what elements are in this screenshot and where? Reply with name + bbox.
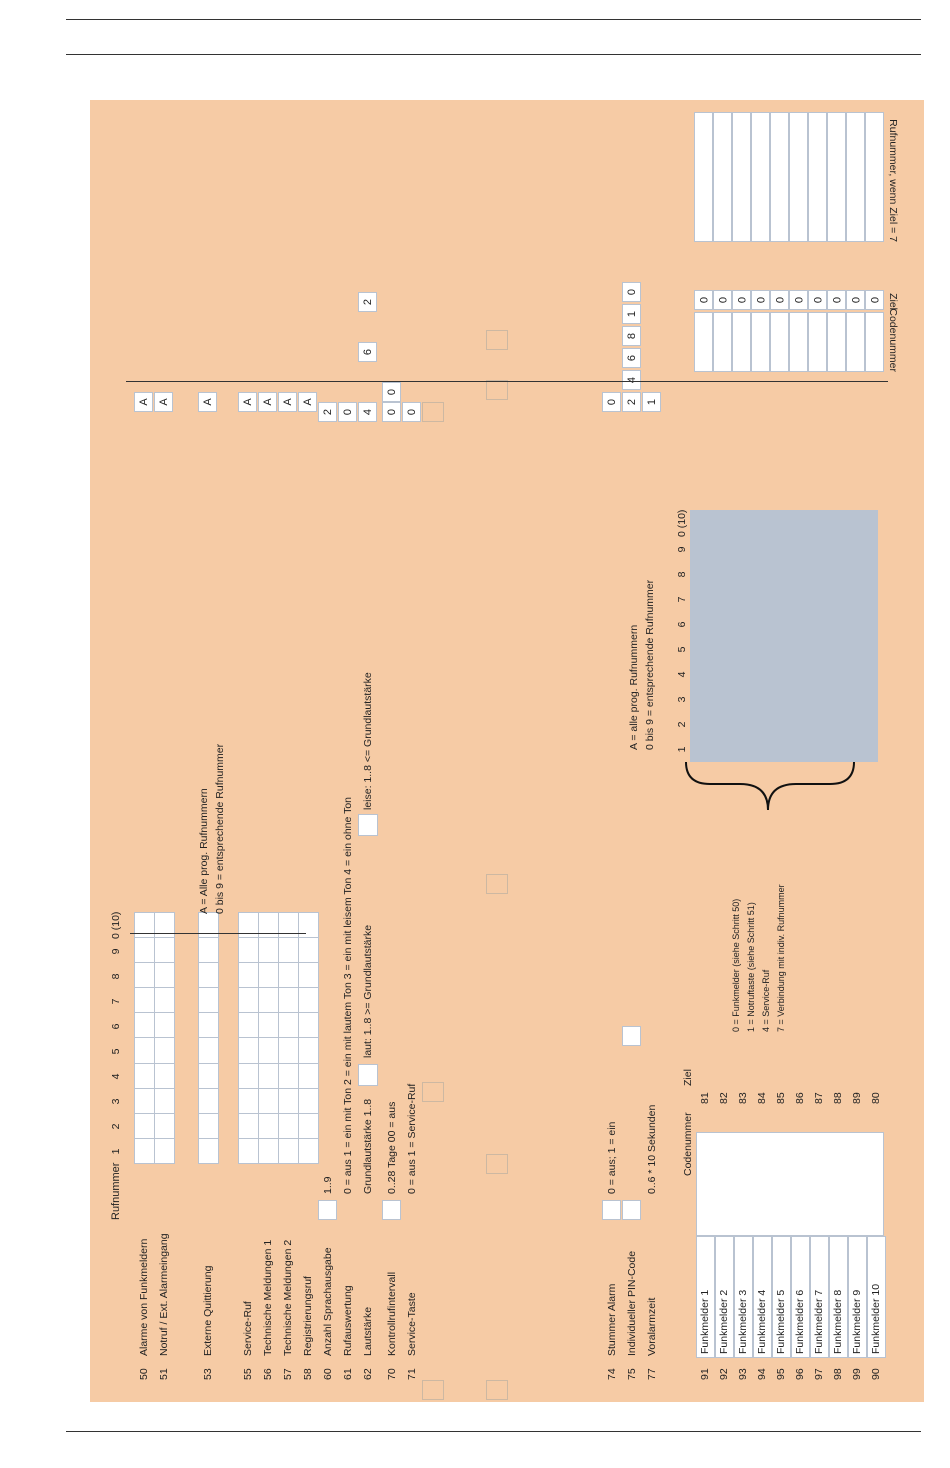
right-ziel-value-4[interactable]: 0 (751, 290, 770, 310)
legend-bottom-a: A = alle prog. Rufnummern (628, 624, 640, 750)
right-ruf-row-7[interactable] (808, 112, 827, 242)
grid-cell[interactable] (299, 1013, 318, 1037)
grid-cell[interactable] (135, 1089, 154, 1113)
right-ziel-value-1[interactable]: 0 (694, 290, 713, 310)
label-75: Individueller PIN-Code (626, 1250, 638, 1356)
num-71: 71 (406, 1368, 418, 1380)
column-number-9: 9 (110, 948, 122, 955)
right-ruf-row-1[interactable] (694, 112, 713, 242)
pin-digit-4[interactable]: 8 (622, 326, 641, 346)
row-grid-57 (278, 912, 299, 1164)
grid-cell[interactable] (279, 988, 298, 1012)
label-70: Kontrollrufintervall (386, 1271, 398, 1356)
grid-cell[interactable] (155, 1089, 174, 1113)
grid-cell[interactable] (239, 988, 258, 1012)
funk-ziel-94: 84 (756, 1092, 768, 1104)
desc-61: 0 = aus 1 = ein mit Ton 2 = ein mit lautem Ton 3 = ein mit leisem Ton 4 = ein ohne Ton (342, 796, 354, 1194)
desc-62: Grundlautstärke 1..8 (362, 1098, 374, 1194)
value-74[interactable]: 0 (602, 392, 621, 412)
pin-digit-2[interactable]: 4 (622, 370, 641, 390)
value-61[interactable]: 0 (338, 402, 357, 422)
right-code-row-10[interactable] (865, 312, 884, 372)
grid-cell[interactable] (239, 938, 258, 962)
desc-60: 1..9 (322, 1176, 334, 1194)
grid-cell[interactable] (199, 1139, 218, 1163)
funk-ziel-91: 81 (699, 1092, 711, 1104)
column-number-bottom-3: 3 (676, 696, 688, 703)
ghost-box (422, 402, 444, 422)
column-number-6: 6 (110, 1023, 122, 1030)
bottom-rule (66, 1431, 921, 1432)
value-62-a[interactable]: 4 (358, 402, 377, 422)
ghost-box (486, 874, 508, 894)
funk-label-95: Funkmelder 5 (775, 1289, 787, 1354)
pin-digit-5[interactable]: 1 (622, 304, 641, 324)
right-ruf-row-10[interactable] (865, 112, 884, 242)
column-number-bottom-8: 8 (676, 571, 688, 578)
funk-number-98: 98 (832, 1368, 844, 1380)
funk-number-97: 97 (813, 1368, 825, 1380)
grid-cell[interactable] (135, 963, 154, 987)
label-62: Lautstärke (362, 1306, 374, 1356)
funk-number-95: 95 (775, 1368, 787, 1380)
row-number-51: 51 (158, 1368, 170, 1380)
row-number-55: 55 (242, 1368, 254, 1380)
grid-cell[interactable] (259, 1064, 278, 1088)
value-71[interactable]: 0 (402, 402, 421, 422)
column-number-bottom-7: 7 (676, 596, 688, 603)
label-71: Service-Taste (406, 1292, 418, 1356)
num-77: 77 (646, 1368, 658, 1380)
label-60: Anzahl Sprachausgabe (322, 1247, 334, 1356)
grid-cell[interactable] (239, 963, 258, 987)
row-number-53: 53 (202, 1368, 214, 1380)
grid-cell[interactable] (299, 988, 318, 1012)
right-code-row-8[interactable] (827, 312, 846, 372)
right-code-row-9[interactable] (846, 312, 865, 372)
right-ruf-row-3[interactable] (732, 112, 751, 242)
grid-cell[interactable] (259, 938, 278, 962)
row-value-50[interactable]: A (134, 392, 153, 412)
desc-74: 0 = aus; 1 = ein (606, 1121, 618, 1194)
grid-cell[interactable] (135, 1139, 154, 1163)
funk-label-93: Funkmelder 3 (737, 1289, 749, 1354)
desc-71: 0 = aus 1 = Service-Ruf (406, 1083, 418, 1194)
grid-cell[interactable] (259, 1039, 278, 1063)
right-codenummer-label: Codenummer (887, 308, 899, 372)
desc-62-laut: laut: 1..8 >= Grundlautstärke (362, 924, 374, 1058)
ghost-box (486, 330, 508, 350)
num-60: 60 (322, 1368, 334, 1380)
desc-70: 0..28 Tage 00 = aus (386, 1101, 398, 1194)
column-number-bottom-2: 2 (676, 721, 688, 728)
grid-cell[interactable] (279, 1114, 298, 1138)
right-code-row-1[interactable] (694, 312, 713, 372)
rotated-form (90, 100, 924, 1402)
field-74-box (602, 1200, 621, 1220)
column-number-bottom-4: 4 (676, 671, 688, 678)
grid-cell[interactable] (259, 963, 278, 987)
top-rule-1 (66, 19, 921, 20)
right-ruf-row-8[interactable] (827, 112, 846, 242)
grid-cell[interactable] (259, 1139, 278, 1163)
row-value-55[interactable]: A (238, 392, 257, 412)
right-code-row-3[interactable] (732, 312, 751, 372)
value-77[interactable]: 1 (642, 392, 661, 412)
grid-cell[interactable] (155, 988, 174, 1012)
legend-b: 0 bis 9 = entsprechende Rufnummer (214, 743, 226, 914)
row-grid-51 (154, 912, 175, 1164)
grid-cell[interactable] (239, 1064, 258, 1088)
column-number-7: 7 (110, 998, 122, 1005)
ghost-box (486, 380, 508, 400)
num-70: 70 (386, 1368, 398, 1380)
grid-cell[interactable] (279, 1064, 298, 1088)
pin-digit-6[interactable]: 0 (622, 282, 641, 302)
grid-cell[interactable] (279, 938, 298, 962)
section-divider (126, 381, 888, 382)
row-value-57[interactable]: A (278, 392, 297, 412)
grid-cell[interactable] (259, 1013, 278, 1037)
funk-label-91: Funkmelder 1 (699, 1289, 711, 1354)
num-61: 61 (342, 1368, 354, 1380)
codenummer-header: Codenummer (682, 1112, 694, 1176)
right-ruf-row-6[interactable] (789, 112, 808, 242)
funk-rufnummer-grid (690, 510, 878, 762)
legend-divider (130, 933, 306, 934)
desc-77: 0..6 * 10 Sekunden (646, 1104, 658, 1194)
right-code-row-4[interactable] (751, 312, 770, 372)
grid-cell[interactable] (135, 1114, 154, 1138)
ziel-legend-item-1: 0 = Funkmelder (siehe Schritt 50) (731, 898, 741, 1032)
column-number-4: 4 (110, 1073, 122, 1080)
right-ziel-value-9[interactable]: 0 (846, 290, 865, 310)
right-ziel-value-10[interactable]: 0 (865, 290, 884, 310)
ziel-legend-item-4: 7 = Verbindung mit indiv. Rufnummer (776, 884, 786, 1032)
grid-cell[interactable] (299, 1089, 318, 1113)
grid-cell[interactable] (299, 963, 318, 987)
row-number-58: 58 (302, 1368, 314, 1380)
programming-form (90, 100, 924, 1402)
grid-cell[interactable] (199, 988, 218, 1012)
funk-label-94: Funkmelder 4 (756, 1289, 768, 1354)
value-62-b[interactable]: 6 (358, 342, 377, 362)
ghost-box (422, 1380, 444, 1400)
rufnummer-header: Rufnummer (110, 1162, 122, 1220)
right-code-row-7[interactable] (808, 312, 827, 372)
funk-ziel-99: 89 (851, 1092, 863, 1104)
funk-number-92: 92 (718, 1368, 730, 1380)
column-number-bottom-6: 6 (676, 621, 688, 628)
grid-cell[interactable] (155, 938, 174, 962)
ziel-legend-item-2: 1 = Notruftaste (siehe Schritt 51) (746, 902, 756, 1032)
grid-cell[interactable] (259, 1114, 278, 1138)
funk-number-93: 93 (737, 1368, 749, 1380)
row-grid-56 (258, 912, 279, 1164)
grid-cell[interactable] (155, 1114, 174, 1138)
label-61: Rufauswertung (342, 1285, 354, 1356)
row-label-58: Registrierungsruf (302, 1276, 314, 1356)
column-number-5: 5 (110, 1048, 122, 1055)
funk-number-99: 99 (851, 1368, 863, 1380)
grid-cell[interactable] (155, 963, 174, 987)
funk-ziel-93: 83 (737, 1092, 749, 1104)
row-label-57: Technische Meldungen 2 (282, 1239, 294, 1356)
right-ruf-row-2[interactable] (713, 112, 732, 242)
right-ziel-value-2[interactable]: 0 (713, 290, 732, 310)
ziel-legend-item-3: 4 = Service-Ruf (761, 969, 771, 1032)
right-ruf-row-4[interactable] (751, 112, 770, 242)
grid-cell[interactable] (155, 1139, 174, 1163)
column-number-10: 0 (10) (110, 911, 122, 939)
right-code-row-5[interactable] (770, 312, 789, 372)
field-60-empty (318, 1200, 337, 1220)
funk-number-94: 94 (756, 1368, 768, 1380)
field-70-box (382, 1200, 401, 1220)
right-ziel-value-7[interactable]: 0 (808, 290, 827, 310)
pin-digit-3[interactable]: 6 (622, 348, 641, 368)
legend-bottom-b: 0 bis 9 = entsprechende Rufnummer (644, 579, 656, 750)
top-rule-2 (66, 54, 921, 55)
column-number-bottom-9: 9 (676, 546, 688, 553)
grid-cell[interactable] (279, 1039, 298, 1063)
row-grid-50 (134, 912, 155, 1164)
grid-cell[interactable] (199, 1064, 218, 1088)
grid-cell[interactable] (135, 938, 154, 962)
label-74: Stummer Alarm (606, 1283, 618, 1356)
grid-cell[interactable] (199, 1114, 218, 1138)
grid-cell[interactable] (299, 1139, 318, 1163)
num-74: 74 (606, 1368, 618, 1380)
row-value-56[interactable]: A (258, 392, 277, 412)
row-grid-53 (198, 912, 219, 1164)
row-number-50: 50 (138, 1368, 150, 1380)
grid-cell[interactable] (239, 1139, 258, 1163)
grid-cell[interactable] (155, 1013, 174, 1037)
right-ziel-value-6[interactable]: 0 (789, 290, 808, 310)
grid-cell[interactable] (299, 1064, 318, 1088)
row-label-53: Externe Quittierung (202, 1265, 214, 1356)
funk-number-96: 96 (794, 1368, 806, 1380)
row-label-56: Technische Meldungen 1 (262, 1239, 274, 1356)
funk-label-98: Funkmelder 8 (832, 1289, 844, 1354)
funk-label-90: Funkmelder 10 (870, 1283, 882, 1354)
column-number-bottom-10: 0 (10) (676, 509, 688, 537)
grid-cell[interactable] (299, 938, 318, 962)
grid-cell[interactable] (155, 1064, 174, 1088)
brace (670, 744, 870, 894)
ziel-header: Ziel (682, 1069, 694, 1086)
right-ziel-value-5[interactable]: 0 (770, 290, 789, 310)
row-grid-58 (298, 912, 319, 1164)
field-75-box (622, 1200, 641, 1220)
label-77: Voralarmzeit (646, 1297, 658, 1356)
row-value-58[interactable]: A (298, 392, 317, 412)
column-number-bottom-5: 5 (676, 646, 688, 653)
column-number-2: 2 (110, 1123, 122, 1130)
legend-a: A = Alle prog. Rufnummern (198, 788, 210, 914)
funk-ziel-92: 82 (718, 1092, 730, 1104)
grid-cell[interactable] (279, 1139, 298, 1163)
funk-label-92: Funkmelder 2 (718, 1289, 730, 1354)
right-code-row-6[interactable] (789, 312, 808, 372)
row-value-51[interactable]: A (154, 392, 173, 412)
grid-cell[interactable] (135, 988, 154, 1012)
field-75-box-2 (622, 1026, 641, 1046)
grid-cell[interactable] (239, 1039, 258, 1063)
funk-ziel-95: 85 (775, 1092, 787, 1104)
field-62-laut-box (358, 1064, 378, 1086)
row-number-56: 56 (262, 1368, 274, 1380)
field-62-leise-box (358, 814, 378, 836)
right-ziel-value-8[interactable]: 0 (827, 290, 846, 310)
grid-cell[interactable] (135, 1039, 154, 1063)
row-label-55: Service-Ruf (242, 1301, 254, 1356)
ghost-box (486, 1154, 508, 1174)
grid-cell[interactable] (239, 1089, 258, 1113)
value-70-a[interactable]: 0 (382, 402, 401, 422)
value-62-c[interactable]: 2 (358, 292, 377, 312)
row-grid-55 (238, 912, 259, 1164)
row-value-53[interactable]: A (198, 392, 217, 412)
funk-label-97: Funkmelder 7 (813, 1289, 825, 1354)
grid-cell[interactable] (259, 988, 278, 1012)
value-70-b[interactable]: 0 (382, 382, 401, 402)
funk-label-99: Funkmelder 9 (851, 1289, 863, 1354)
right-ziel-label: Ziel (887, 293, 899, 310)
column-number-bottom-1: 1 (676, 746, 688, 753)
num-62: 62 (362, 1368, 374, 1380)
funk-ziel-97: 87 (813, 1092, 825, 1104)
column-number-8: 8 (110, 973, 122, 980)
grid-cell[interactable] (239, 1114, 258, 1138)
grid-cell[interactable] (199, 938, 218, 962)
column-number-1: 1 (110, 1148, 122, 1155)
funk-ziel-90: 80 (870, 1092, 882, 1104)
grid-cell[interactable] (199, 1039, 218, 1063)
grid-cell[interactable] (135, 1064, 154, 1088)
grid-cell[interactable] (299, 1039, 318, 1063)
grid-cell[interactable] (199, 963, 218, 987)
grid-cell[interactable] (155, 1039, 174, 1063)
funk-ziel-98: 88 (832, 1092, 844, 1104)
grid-cell[interactable] (239, 1013, 258, 1037)
desc-62-leise: leise: 1..8 <= Grundlautstärke (362, 672, 374, 810)
ghost-box (422, 1082, 444, 1102)
right-ziel-value-3[interactable]: 0 (732, 290, 751, 310)
ghost-box (486, 1380, 508, 1400)
funk-number-91: 91 (699, 1368, 711, 1380)
funk-label-96: Funkmelder 6 (794, 1289, 806, 1354)
grid-cell[interactable] (199, 1089, 218, 1113)
pin-digit-1[interactable]: 2 (622, 392, 641, 412)
grid-cell[interactable] (299, 1114, 318, 1138)
column-number-3: 3 (110, 1098, 122, 1105)
right-rufnummer-label: Rufnummer, wenn Ziel = 7 (887, 119, 899, 242)
row-label-51: Notruf / Ext. Alarmeingang (158, 1233, 170, 1356)
grid-cell[interactable] (199, 1013, 218, 1037)
right-code-row-2[interactable] (713, 312, 732, 372)
num-75: 75 (626, 1368, 638, 1380)
funk-ziel-96: 86 (794, 1092, 806, 1104)
row-label-50: Alarme von Funkmeldern (138, 1238, 150, 1356)
value-60[interactable]: 2 (318, 402, 337, 422)
funk-codenummer-box (696, 1132, 884, 1236)
row-number-57: 57 (282, 1368, 294, 1380)
grid-cell[interactable] (279, 1013, 298, 1037)
grid-cell[interactable] (279, 963, 298, 987)
grid-cell[interactable] (259, 1089, 278, 1113)
grid-cell[interactable] (279, 1089, 298, 1113)
right-ruf-row-5[interactable] (770, 112, 789, 242)
right-ruf-row-9[interactable] (846, 112, 865, 242)
funk-number-90: 90 (870, 1368, 882, 1380)
grid-cell[interactable] (135, 1013, 154, 1037)
